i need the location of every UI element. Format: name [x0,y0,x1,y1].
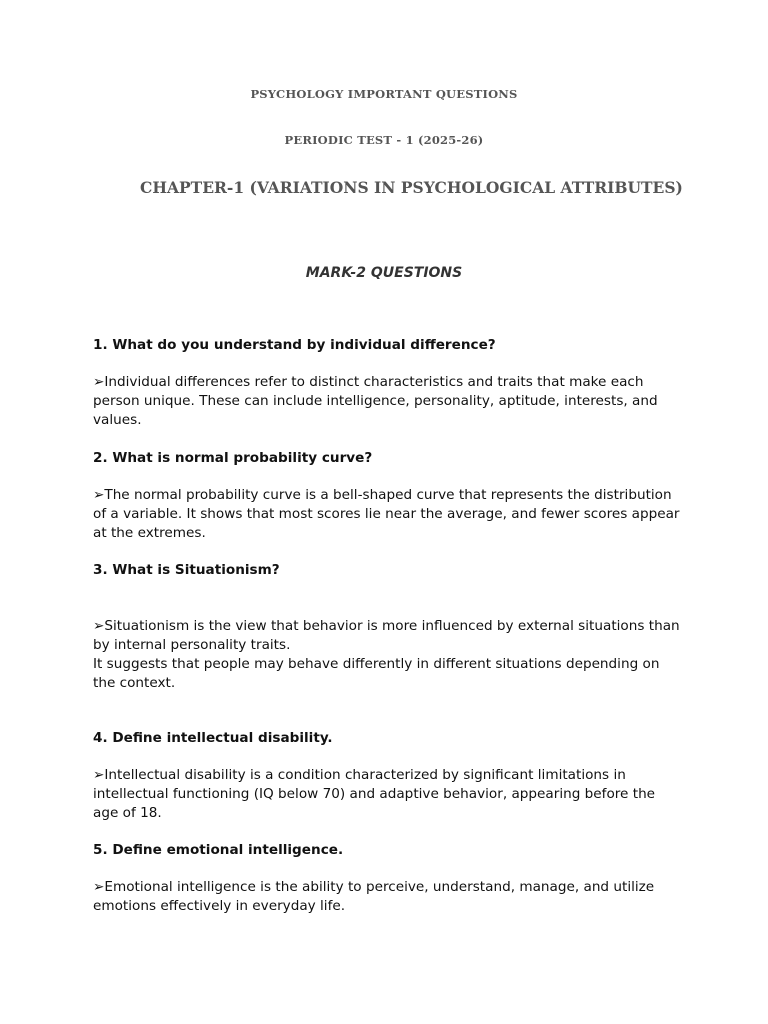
answer-5-text: ➢Emotional intelligence is the ability to perceive, understand, manage, and utilize emotions effectively in everyday life. [93,879,655,914]
section-heading: MARK-2 QUESTIONS [305,265,463,281]
document-title: PSYCHOLOGY IMPORTANT QUESTIONS [250,87,518,101]
answer-4 [93,766,683,823]
question-5: 5. Define emotional intelligence. [93,842,344,858]
answer-5 [93,878,683,916]
answer-1 [93,373,683,430]
question-4: 4. Define intellectual disability. [93,730,333,746]
answer-3 [93,617,683,693]
question-3: 3. What is Situationism? [93,562,280,578]
answer-3-text-continued: It suggests that people may behave differently in different situations depending on the context. [93,656,660,691]
answer-3-text: ➢Situationism is the view that behavior is more influenced by external situations than by internal personality traits. [93,618,680,653]
question-2: 2. What is normal probability curve? [93,450,373,466]
answer-4-text: ➢Intellectual disability is a condition characterized by significant limitations in intellectual functioning (IQ below 70) and adaptive behavior, appearing before the age of 18. [93,767,656,821]
answer-2-text: ➢The normal probability curve is a bell-shaped curve that represents the distribution of a variable. It shows that most scores lie near the average, and fewer scores appear at the extremes. [93,487,680,541]
document-subtitle: PERIODIC TEST - 1 (2025-26) [284,133,484,147]
chapter-heading: CHAPTER-1 (VARIATIONS IN PSYCHOLOGICAL ATTRIBUTES) [140,178,683,197]
answer-2 [93,486,683,543]
answer-1-text: ➢Individual differences refer to distinct characteristics and traits that make each person unique. These can include intelligence, personality, aptitude, interests, and values. [93,374,658,428]
question-1: 1. What do you understand by individual difference? [93,337,496,353]
